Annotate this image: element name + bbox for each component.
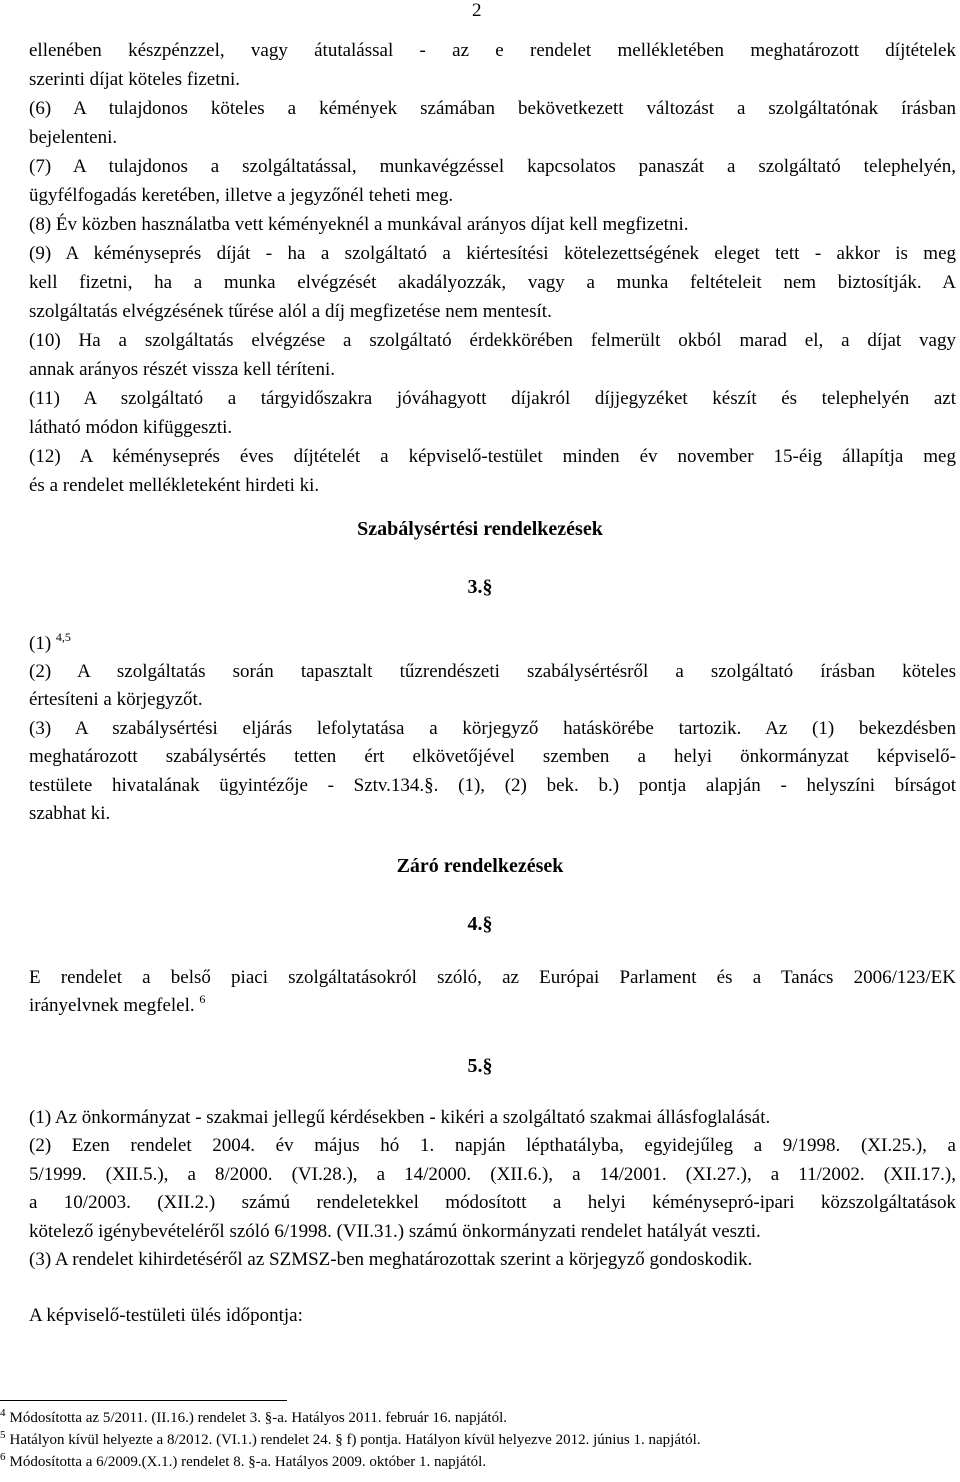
section-4-heading: 4.§ [467, 913, 493, 935]
heading-szabalysertesi: Szabálysértési rendelkezések [357, 518, 603, 540]
section-5-heading: 5.§ [467, 1055, 493, 1077]
text-line-bottom-5: kötelező igénybevételéről szóló 6/1998. (VII.31.) számú önkormányzati rendelet hatályát veszti. [29, 1220, 761, 1242]
footnote-text: Módosította az 5/2011. (II.16.) rendelet 3. §-a. Hatályos 2011. február 16. napjától. [9, 1410, 507, 1426]
footnote-number: 4 [0, 1407, 6, 1419]
text-line-14: látható módon kifüggeszti. [29, 417, 233, 438]
text-line-mid-3: (3) A szabálysértési eljárás lefolytatása a körjegyző hatáskörébe tartozik. Az (1) bekezdésben [29, 717, 956, 739]
text-line-bottom-3: 5/1999. (XII.5.), a 8/2000. (VI.28.), a 14/2000. (XII.6.), a 14/2001. (XI.27.), a 11/2002. (XII.17.), [29, 1163, 956, 1185]
text-line-bottom-1: (1) Az önkormányzat - szakmai jellegű kérdésekben - kikéri a szolgáltató szakmai állásfoglalását. [29, 1107, 771, 1128]
footnote-text: Módosította a 6/2009.(X.1.) rendelet 8. §-a. Hatályos 2009. október 1. napjától. [9, 1454, 487, 1470]
text-line-5: (7) A tulajdonos a szolgáltatással, munkavégzéssel kapcsolatos panaszát a szolgáltató telephelyén, [29, 156, 956, 177]
footnote-number: 6 [0, 1451, 6, 1463]
text-line-12: annak arányos részét vissza kell téríteni. [29, 359, 335, 380]
text-line-1: ellenében készpénzzel, vagy átutalással - az e rendelet mellékletében meghatározott díjtételek [29, 40, 956, 61]
heading-zaro: Záró rendelkezések [396, 855, 564, 877]
text-line-8: (9) A kéményseprés díját - ha a szolgáltató a kiértesítési kötelezettségének eleget tett - akkor is meg [29, 243, 956, 264]
text-line-9: kell fizetni, ha a munka elvégzését akadályozzák, vagy a munka feltételeit nem biztosítják. A [29, 272, 956, 293]
footnote-5 [0, 1429, 701, 1449]
text-line-mid-6: szabhat ki. [29, 803, 111, 824]
text-line-16: és a rendelet mellékleteként hirdeti ki. [29, 475, 320, 496]
meeting-date-label: A képviselő-testületi ülés időpontja: [29, 1305, 303, 1326]
section-4-line-2-text: irányelvnek megfelel. [29, 995, 195, 1016]
footnote-ref-6: 6 [199, 992, 206, 1006]
text-line-6: ügyfélfogadás keretében, illetve a jegyzőnél teheti meg. [29, 185, 454, 206]
text-line-mid-4: meghatározott szabálysértés tetten ért elkövetőjével szemben a helyi önkormányzat képviselő- [29, 746, 956, 768]
text-line-13: (11) A szolgáltató a tárgyidőszakra jóváhagyott díjakról díjjegyzéket készít és telephelyén azt [29, 388, 956, 409]
text-line-4: bejelenteni. [29, 127, 118, 148]
text-line-11: (10) Ha a szolgáltatás elvégzése a szolgáltató érdekkörében felmerült okból marad el, a díjat vagy [29, 330, 956, 351]
section-4-line-2 [29, 992, 956, 1018]
text-line-mid-1: (2) A szolgáltatás során tapasztalt tűzrendészeti szabálysértésről a szolgáltató írásban köteles [29, 661, 956, 682]
text-line-bottom-4: a 10/2003. (XII.2.) számú rendeletekkel módosított a helyi kéménysepró-ipari közszolgáltatások [29, 1192, 956, 1214]
section-4-line-1: E rendelet a belső piaci szolgáltatásokról szóló, az Európai Parlament és a Tanács 2006/123/EK [29, 967, 956, 988]
text-line-bottom-2: (2) Ezen rendelet 2004. év május hó 1. napján lépthatályba, egyidejűleg a 9/1998. (XI.25.), a [29, 1135, 956, 1157]
text-line-bottom-6: (3) A rendelet kihirdetéséről az SZMSZ-ben meghatározottak szerint a körjegyző gondoskodik. [29, 1249, 753, 1270]
footnote-number: 5 [0, 1429, 6, 1441]
text-line-mid-2: értesíteni a körjegyzőt. [29, 689, 203, 711]
paragraph-1 [29, 630, 956, 656]
footnote-divider [0, 1400, 287, 1401]
text-line-7: (8) Év közben használatba vett kéményeknél a munkával arányos díjat kell megfizetni. [29, 214, 689, 235]
text-line-15: (12) A kéményseprés éves díjtételét a képviselő-testület minden év november 15-éig állapítja meg [29, 446, 956, 467]
paragraph-1-label: (1) [29, 633, 52, 654]
footnote-6 [0, 1451, 487, 1471]
footnote-4 [0, 1407, 507, 1427]
footnote-text: Hatályon kívül helyezte a 8/2012. (VI.1.) rendelet 24. § f) pontja. Hatályon kívül helyezve 2012. június 1. napjától. [9, 1432, 701, 1448]
page-number: 2 [472, 0, 482, 21]
section-3-heading: 3.§ [467, 576, 493, 598]
text-line-10: szolgáltatás elvégzésének tűrése alól a díj megfizetése nem mentesít. [29, 301, 552, 322]
text-line-mid-5: testülete hivatalának ügyintézője - Sztv.134.§. (1), (2) bek. b.) pontja alapján - helyszíni bírságot [29, 774, 956, 796]
footnote-ref-4-5: 4,5 [55, 630, 71, 644]
text-line-2: szerinti díjat köteles fizetni. [29, 69, 241, 90]
text-line-3: (6) A tulajdonos köteles a kémények számában bekövetkezett változást a szolgáltatónak írásban [29, 98, 956, 119]
